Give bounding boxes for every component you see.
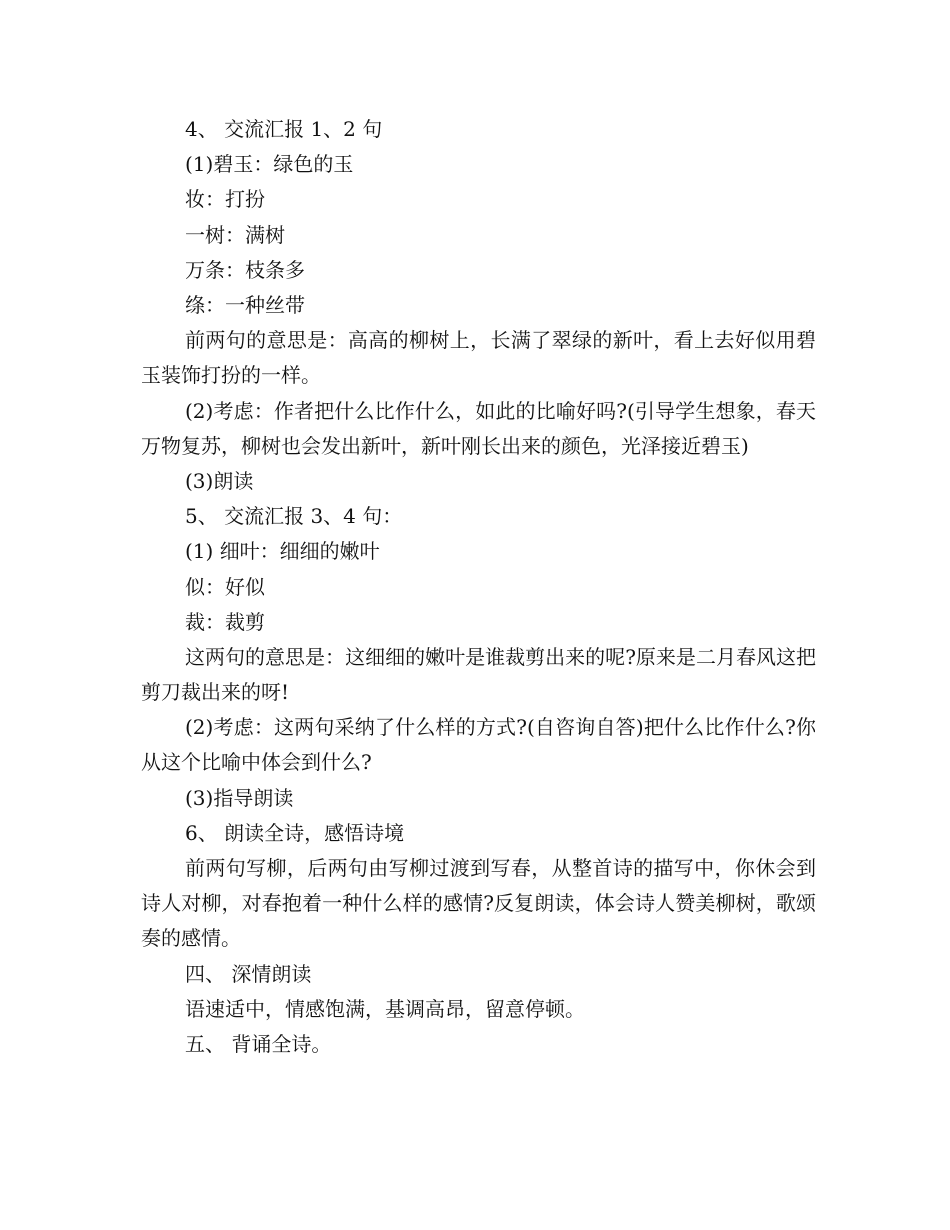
document-body bbox=[141, 112, 816, 1062]
consider-paragraph-1: (2)考虑：作者把什么比作什么，如此的比喻好吗?(引导学生想象，春天万物复苏，柳树也会发出新叶，新叶刚长出来的颜色，光泽接近碧玉) bbox=[141, 398, 816, 458]
meaning-paragraph-2: 这两句的意思是：这细细的嫩叶是谁裁剪出来的呢?原来是二月春风这把剪刀裁出来的呀! bbox=[141, 644, 816, 705]
vocab-biyu: (1)碧玉：绿色的玉 bbox=[185, 152, 354, 177]
vocab-xiye: (1) 细叶：细细的嫩叶 bbox=[185, 539, 380, 564]
section-heading-5: 5、 交流汇报 3、4 句： bbox=[185, 504, 403, 529]
section-heading-five: 五、 背诵全诗。 bbox=[185, 1032, 332, 1057]
vocab-wantiao: 万条：枝条多 bbox=[185, 257, 305, 282]
vocab-zhuang: 妆：打扮 bbox=[185, 187, 265, 212]
reading-tips: 语速适中，情感饱满，基调高昂，留意停顿。 bbox=[185, 996, 585, 1021]
consider-paragraph-2: (2)考虑：这两句采纳了什么样的方式?(自咨询自答)把什么比作什么?你从这个比喻中体会到什么? bbox=[141, 715, 816, 775]
section-heading-4: 4、 交流汇报 1、2 句 bbox=[185, 117, 383, 141]
vocab-yishu: 一树：满树 bbox=[185, 222, 285, 247]
summary-paragraph: 前两句写柳，后两句由写柳过渡到写春，从整首诗的描写中，你休会到诗人对柳，对春抱着一种什么样的感情?反复朗读，体会诗人赞美柳树，歌颂奏的感情。 bbox=[141, 856, 816, 951]
vocab-tao: 绦：一种丝带 bbox=[185, 292, 305, 317]
meaning-paragraph-1: 前两句的意思是：高高的柳树上，长满了翠绿的新叶，看上去好似用碧玉装饰打扮的一样。 bbox=[141, 328, 816, 388]
vocab-cai: 裁：裁剪 bbox=[185, 609, 265, 634]
guided-reading: (3)指导朗读 bbox=[185, 785, 294, 810]
section-heading-6: 6、 朗读全诗，感悟诗境 bbox=[185, 820, 405, 845]
read-aloud-1: (3)朗读 bbox=[185, 468, 254, 493]
vocab-si: 似：好似 bbox=[185, 574, 265, 599]
section-heading-four: 四、 深情朗读 bbox=[185, 961, 312, 986]
